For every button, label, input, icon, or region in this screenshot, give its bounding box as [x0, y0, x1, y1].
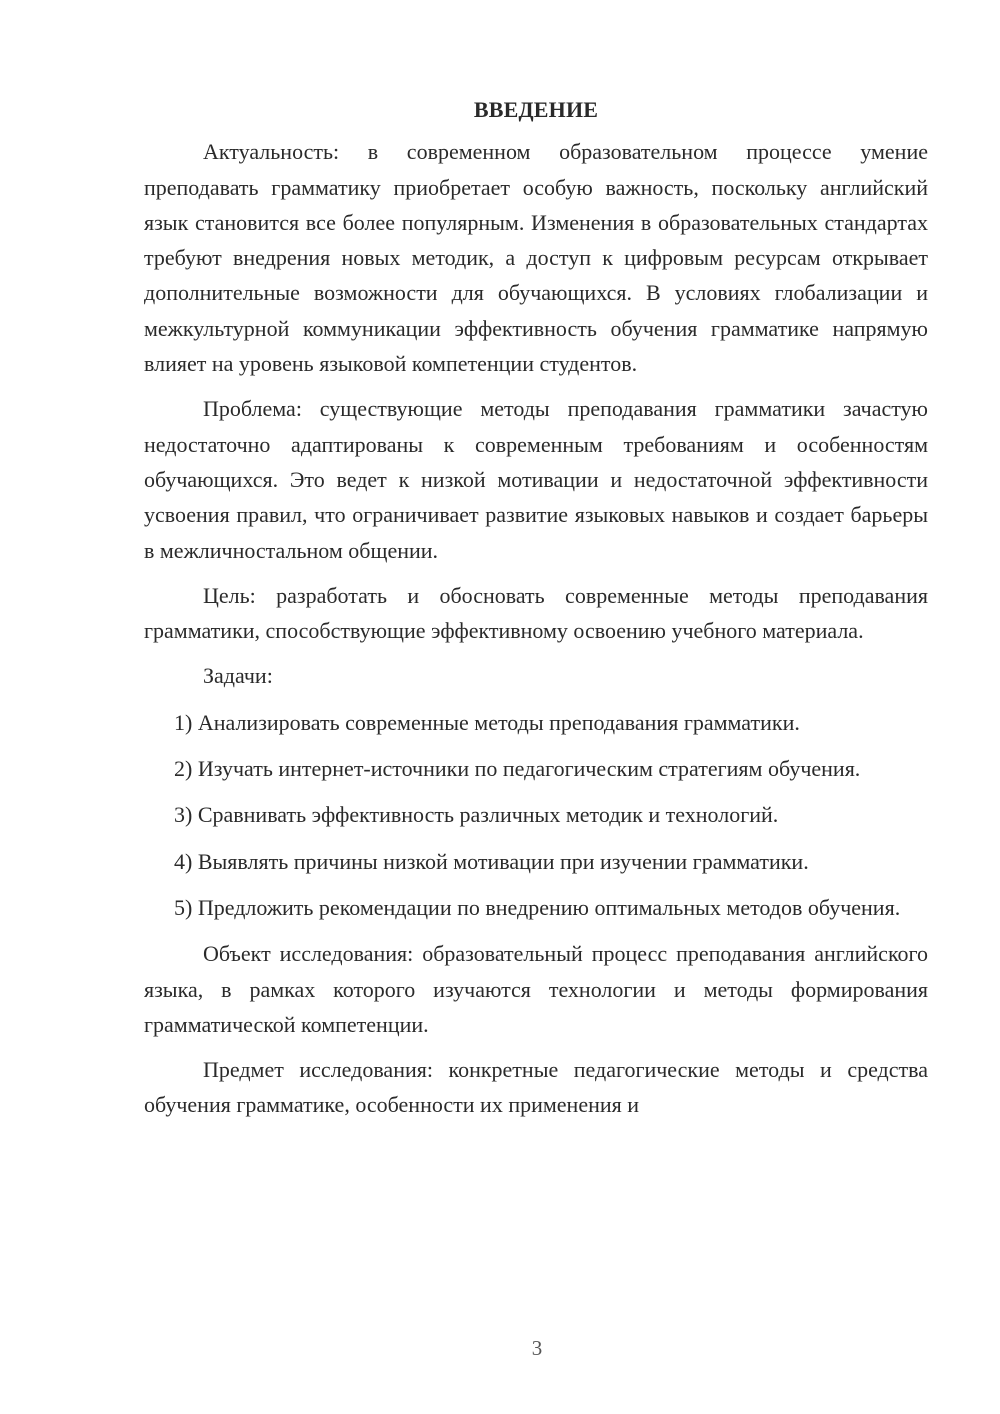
task-item: 1) Анализировать современные методы преподавания грамматики.	[174, 709, 800, 735]
problem-paragraph: Проблема: существующие методы преподавания грамматики зачастую недостаточно адаптированы к современным требованиям и особенностям обучающихся. Это ведет к низкой мотивации и недостаточной эффективности усвоения правил, что ограничивает развитие языковых навыков и создает барьеры в межличностальном общении.	[144, 396, 928, 563]
page-number: 3	[531, 1336, 543, 1360]
goal-paragraph: Цель: разработать и обосновать современные методы преподавания грамматики, способствующие эффективному освоению учебного материала.	[144, 582, 928, 644]
page-content	[144, 92, 928, 1133]
task-item: 2) Изучать интернет-источники по педагогическим стратегиям обучения.	[174, 756, 861, 782]
tasks-label: Задачи:	[203, 663, 273, 689]
section-title: ВВЕДЕНИЕ	[473, 97, 599, 122]
subject-paragraph: Предмет исследования: конкретные педагогические методы и средства обучения грамматике, особенности их применения и	[144, 1057, 928, 1118]
relevance-paragraph: Актуальность: в современном образовательном процессе умение преподавать грамматику приобретает особую важность, поскольку английский язык становится все более популярным. Изменения в образовательных стандартах требуют внедрения новых методик, а доступ к цифровым ресурсам открывает дополнительные возможности для обучающихся. В условиях глобализации и межкультурной коммуникации эффективность обучения грамматике напрямую влияет на уровень языковой компетенции студентов.	[144, 139, 928, 377]
task-item: 5) Предложить рекомендации по внедрению оптимальных методов обучения.	[174, 894, 901, 920]
object-paragraph: Объект исследования: образовательный процесс преподавания английского языка, в рамках которого изучаются технологии и методы формирования грамматической компетенции.	[144, 941, 928, 1037]
task-item: 3) Сравнивать эффективность различных методик и технологий.	[174, 802, 779, 828]
tasks-list	[144, 705, 928, 925]
task-item: 4) Выявлять причины низкой мотивации при изучении грамматики.	[174, 848, 809, 874]
